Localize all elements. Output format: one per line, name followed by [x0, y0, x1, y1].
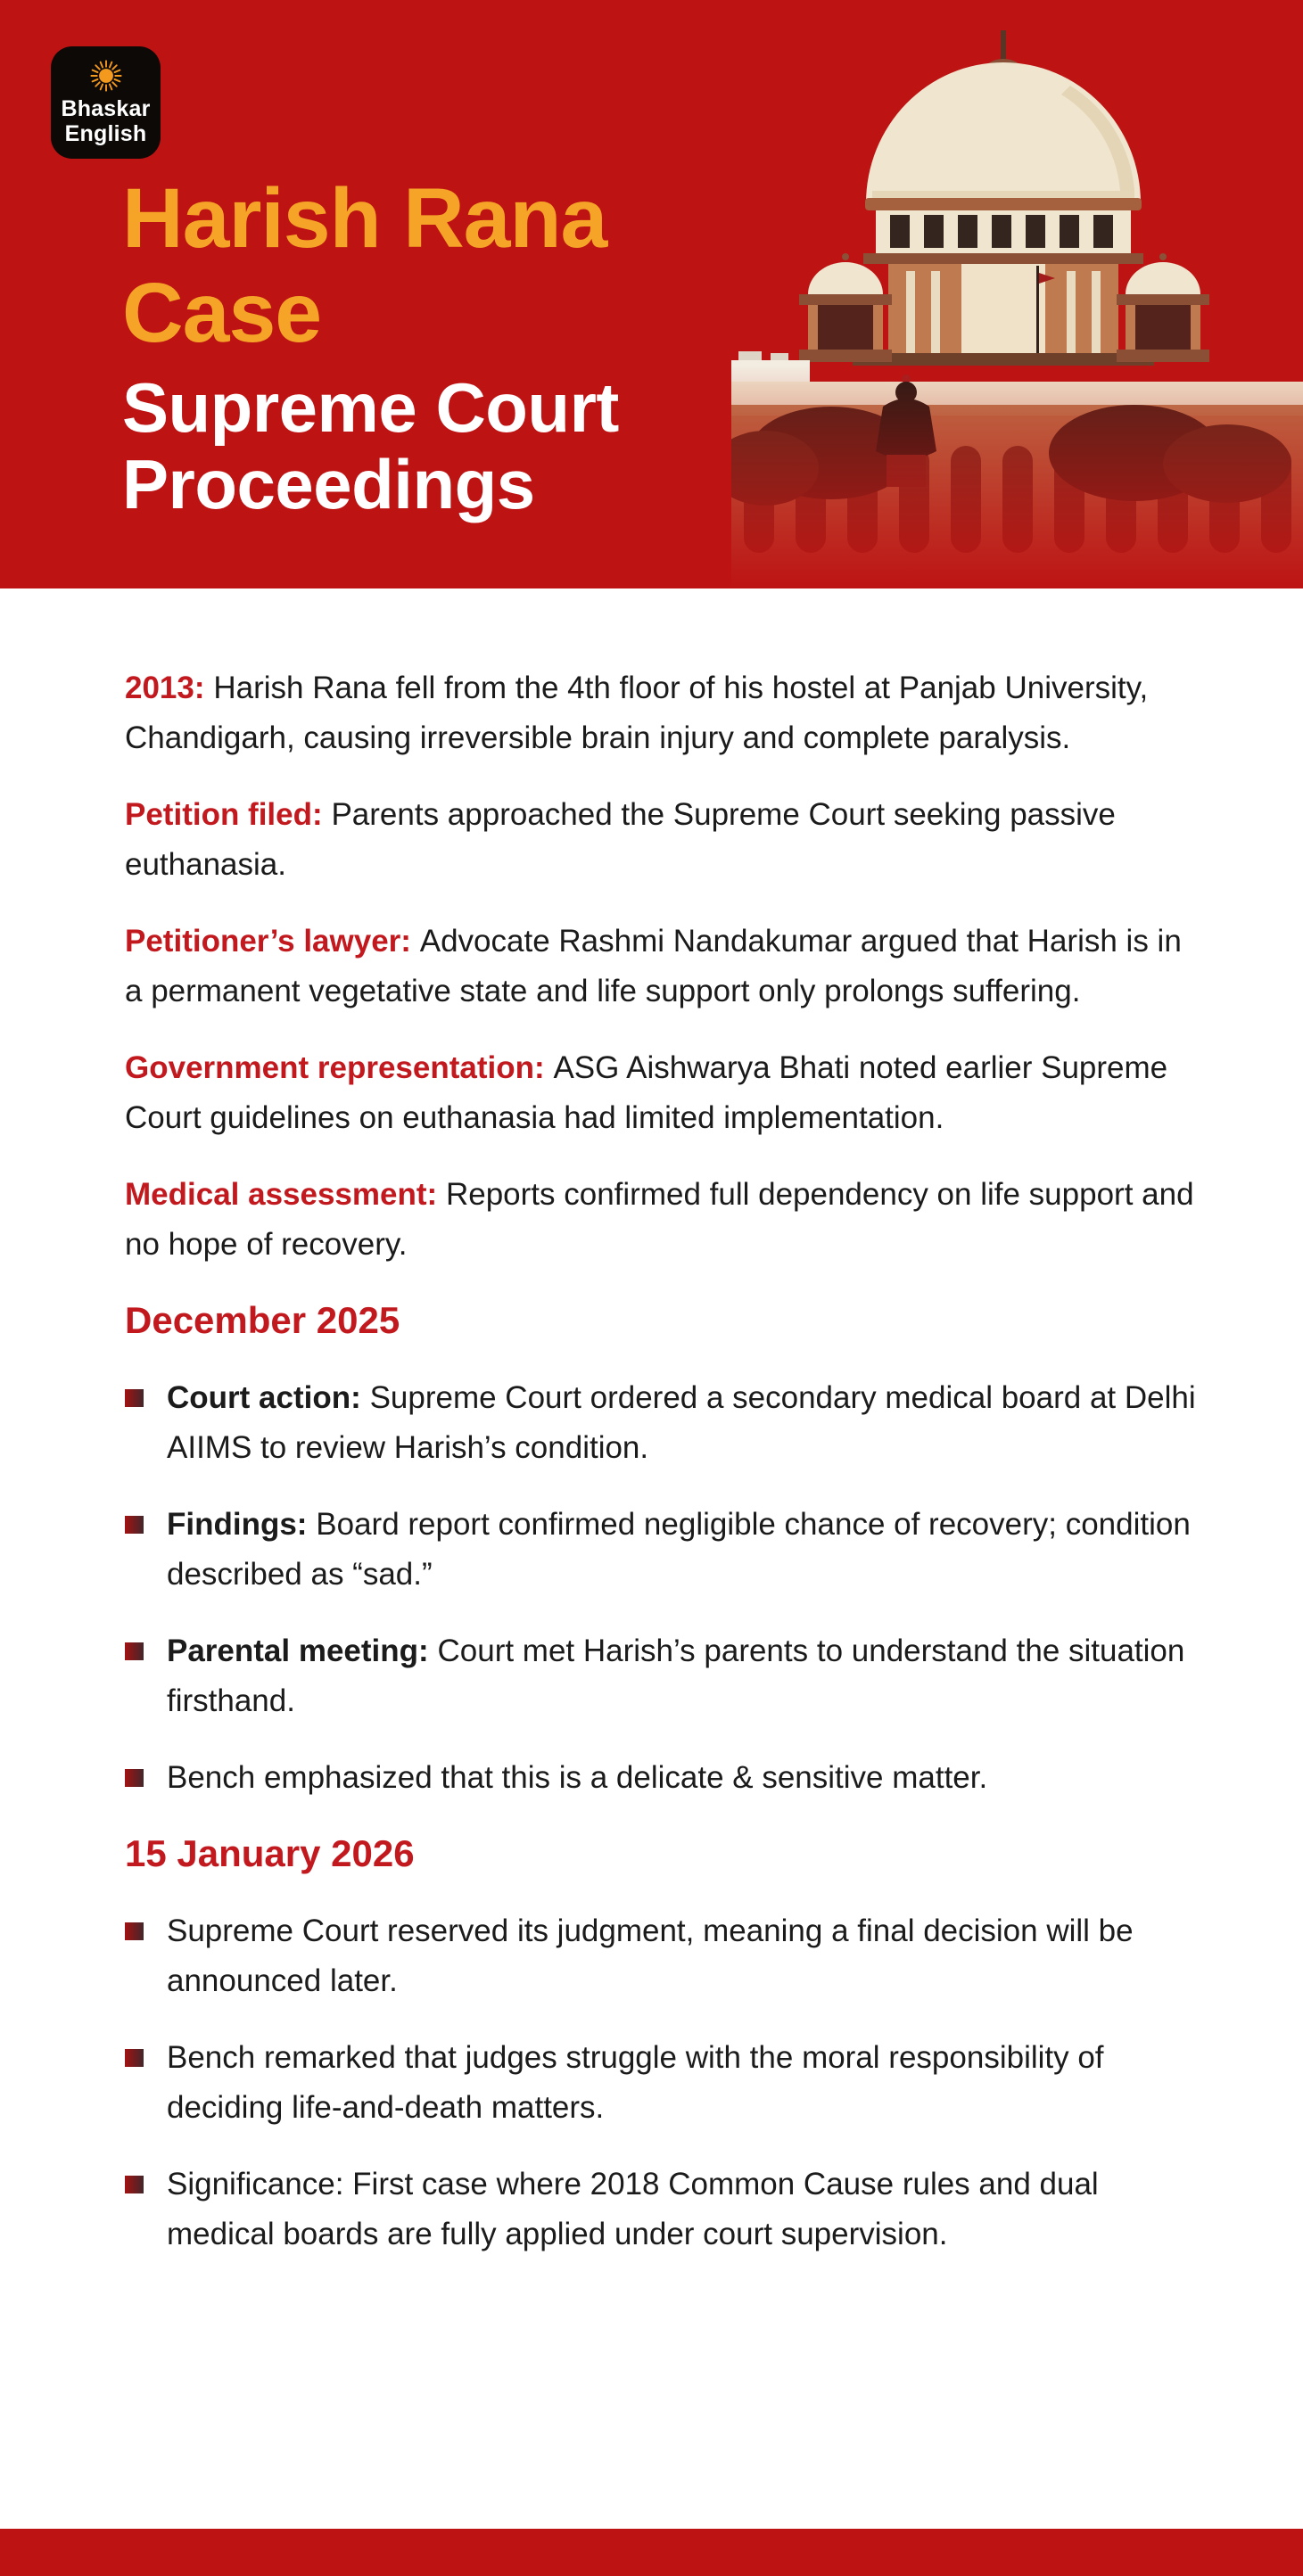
bullet-square-icon — [125, 1642, 144, 1660]
fact-label: Medical assessment: — [125, 1177, 438, 1212]
bullet-item — [125, 2033, 1205, 2133]
fact-text: Advocate Rashmi Nandakumar argued that Harish is in a permanent vegetative state and life support only prolongs suffering. — [125, 924, 1182, 1008]
fact-paragraph-government — [125, 1043, 1205, 1143]
brand-name — [61, 96, 150, 146]
bullet-item — [125, 1906, 1205, 2006]
supreme-court-building-illustration — [731, 0, 1303, 588]
bullet-square-icon — [125, 1922, 144, 1940]
fact-paragraph-2013 — [125, 663, 1205, 763]
fact-text: Parents approached the Supreme Court seeking passive euthanasia. — [125, 797, 1116, 882]
fact-label: Petition filed: — [125, 797, 323, 832]
fact-text: Harish Rana fell from the 4th floor of his hostel at Panjab University, Chandigarh, causing irreversible brain injury and complete paralysis. — [125, 671, 1149, 755]
bullet-text: Board report confirmed negligible chance of recovery; condition described as “sad.” — [167, 1507, 1191, 1592]
bullet-text-wrap — [167, 1753, 987, 1803]
bullet-label: Findings: — [167, 1507, 308, 1542]
bullet-square-icon — [125, 2049, 144, 2067]
bullet-text-wrap — [167, 1500, 1205, 1600]
bullet-text-wrap — [167, 2160, 1205, 2259]
section-heading-december-2025: December 2025 — [125, 1299, 400, 1341]
article-body — [0, 588, 1303, 2259]
fact-paragraph-lawyer — [125, 917, 1205, 1016]
bullet-text: Bench emphasized that this is a delicate & sensitive matter. — [167, 1760, 988, 1795]
bullet-square-icon — [125, 1389, 144, 1407]
header-banner — [0, 0, 1303, 588]
fact-label: Government representation: — [125, 1050, 545, 1085]
bullet-text-wrap — [167, 1373, 1205, 1473]
bullet-text-wrap — [167, 1906, 1205, 2006]
brand-name-line1: Bhaskar — [61, 96, 151, 121]
bullet-item — [125, 1626, 1205, 1726]
brand-logo — [51, 46, 161, 159]
title-subject: Supreme Court Proceedings — [122, 368, 619, 523]
bullet-item — [125, 1753, 1205, 1803]
footer-bar — [0, 2529, 1303, 2576]
bullet-text-wrap — [167, 2033, 1205, 2133]
sunburst-icon — [89, 59, 123, 93]
bullet-item — [125, 1373, 1205, 1473]
bullet-text: Court met Harish’s parents to understand the situation firsthand. — [167, 1634, 1185, 1718]
fact-text: ASG Aishwarya Bhati noted earlier Supreme Court guidelines on euthanasia had limited implementation. — [125, 1050, 1168, 1135]
bullet-text: Supreme Court ordered a secondary medical board at Delhi AIIMS to review Harish’s condition. — [167, 1380, 1196, 1465]
bullet-item — [125, 2160, 1205, 2259]
bullet-text: Bench remarked that judges struggle with the moral responsibility of deciding life-and-death matters. — [167, 2040, 1104, 2125]
page-title — [122, 171, 782, 523]
bullet-square-icon — [125, 1516, 144, 1534]
brand-name-line2: English — [64, 121, 147, 146]
fact-label: 2013: — [125, 671, 205, 705]
bullet-square-icon — [125, 1769, 144, 1787]
title-case-name: Harish Rana Case — [122, 171, 607, 360]
bullet-text-wrap — [167, 1626, 1205, 1726]
section-heading-15-january-2026: 15 January 2026 — [125, 1832, 415, 1874]
bullet-square-icon — [125, 2176, 144, 2193]
fact-text: Reports confirmed full dependency on life support and no hope of recovery. — [125, 1177, 1194, 1262]
bullet-item — [125, 1500, 1205, 1600]
bullet-text: Supreme Court reserved its judgment, meaning a final decision will be announced later. — [167, 1913, 1134, 1998]
fact-paragraph-petition — [125, 790, 1205, 890]
bullet-label: Parental meeting: — [167, 1634, 429, 1668]
bullet-label: Court action: — [167, 1380, 361, 1415]
bullet-text: Significance: First case where 2018 Common Cause rules and dual medical boards are fully applied under court supervision. — [167, 2167, 1099, 2251]
fact-label: Petitioner’s lawyer: — [125, 924, 411, 959]
fact-paragraph-medical — [125, 1170, 1205, 1270]
